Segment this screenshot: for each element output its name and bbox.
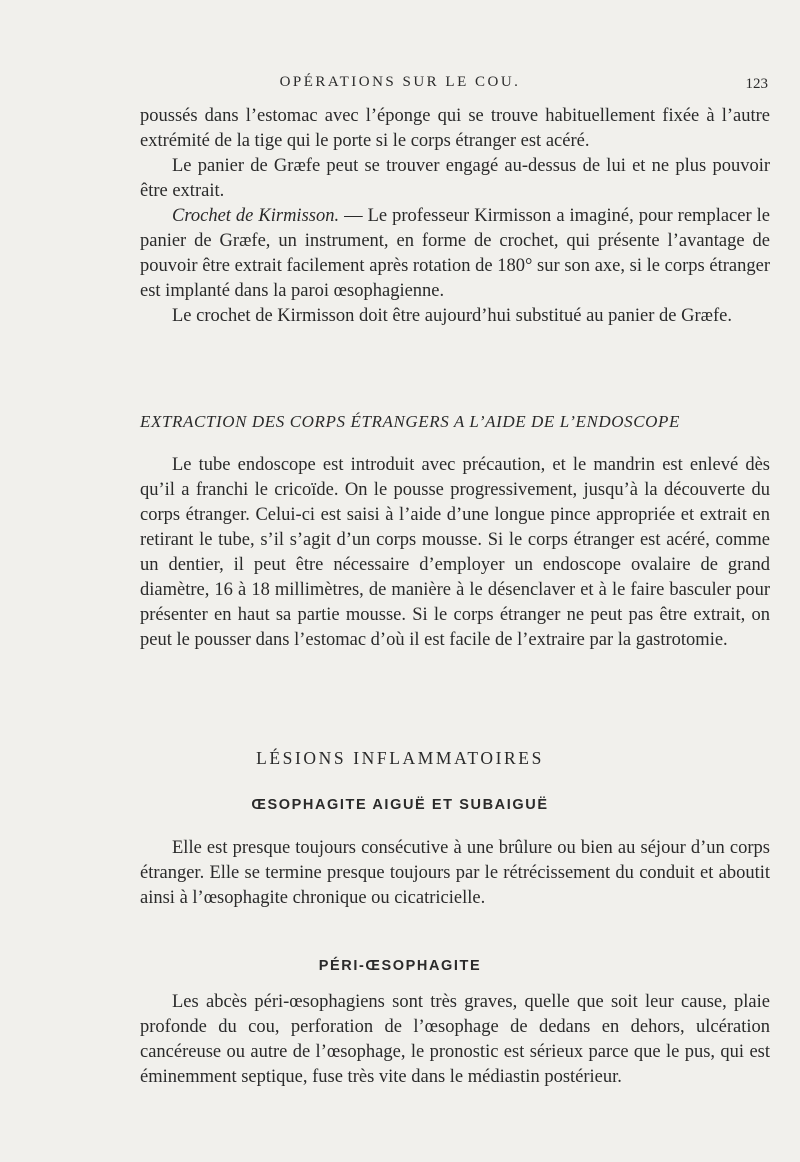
page-number: 123 bbox=[745, 76, 768, 92]
paragraph: Les abcès péri-œsophagiens sont très graves, quelle que soit leur cause, plaie profonde du cou, perforation de l’œsophage de dedans en dehors, ulcération cancéreuse ou autre de l’œsophage, le pronostic est sérieux parce que le pus, qui est éminemment septique, fuse très vite dans le médiastin postérieur. bbox=[140, 992, 770, 1087]
paragraph-kirmisson bbox=[140, 204, 770, 304]
subsection-heading-aigue: ŒSOPHAGITE AIGUË ET SUBAIGUË bbox=[251, 797, 549, 813]
text-block-graefe bbox=[140, 104, 770, 329]
running-head bbox=[0, 72, 800, 96]
paragraph: Elle est presque toujours consécutive à une brûlure ou bien au séjour d’un corps étranger. Elle se termine presque toujours par le rétrécissement du conduit et aboutit ainsi à l’œsophagite chronique ou cicatricielle. bbox=[140, 838, 770, 908]
text-block-peri bbox=[140, 990, 770, 1090]
section-heading-lesions: LÉSIONS INFLAMMATOIRES bbox=[256, 748, 544, 768]
text-block-endoscope bbox=[140, 453, 770, 653]
section-heading-endoscope: EXTRACTION DES CORPS ÉTRANGERS A L’AIDE DE L’ENDOSCOPE bbox=[140, 412, 681, 431]
text-block-aigue bbox=[140, 836, 770, 911]
paragraph-body: — Le professeur Kirmisson a imaginé, pour remplacer le panier de Græfe, un instrument, en forme de crochet, qui présente l’avantage de pouvoir être extrait facilement après rotation de 180° sur son axe, si le corps étranger est implanté dans la paroi œsophagienne. bbox=[140, 206, 770, 301]
paragraph: Le panier de Græfe peut se trouver engagé au-dessus de lui et ne plus pouvoir être extrait. bbox=[140, 156, 770, 201]
paragraph: Le tube endoscope est introduit avec précaution, et le mandrin est enlevé dès qu’il a franchi le cricoïde. On le pousse progressivement, jusqu’à la découverte du corps étranger. Celui-ci est saisi à l’aide d’une longue pince appropriée et extrait en retirant le tube, s’il s’agit d’un corps mousse. Si le corps étranger est acéré, comme un dentier, il peut être nécessaire d’employer un endoscope ovalaire de grand diamètre, 16 à 18 millimètres, de manière à le désenclaver et à le faire basculer pour présenter en haut sa partie mousse. Si le corps étranger ne peut pas être extrait, on peut le pousser dans l’estomac d’où il est facile de l’extraire par la gastrotomie. bbox=[140, 455, 770, 650]
paragraph-lead-italic: Crochet de Kirmisson. bbox=[172, 206, 340, 226]
paragraph: poussés dans l’estomac avec l’éponge qui se trouve habituellement fixée à l’autre extrémité de la tige qui le porte si le corps étranger est acéré. bbox=[140, 106, 770, 151]
subsection-heading-peri: PÉRI-ŒSOPHAGITE bbox=[318, 958, 482, 974]
running-title: OPÉRATIONS SUR LE COU. bbox=[279, 74, 521, 90]
paragraph: Le crochet de Kirmisson doit être aujourd’hui substitué au panier de Græfe. bbox=[172, 306, 732, 326]
